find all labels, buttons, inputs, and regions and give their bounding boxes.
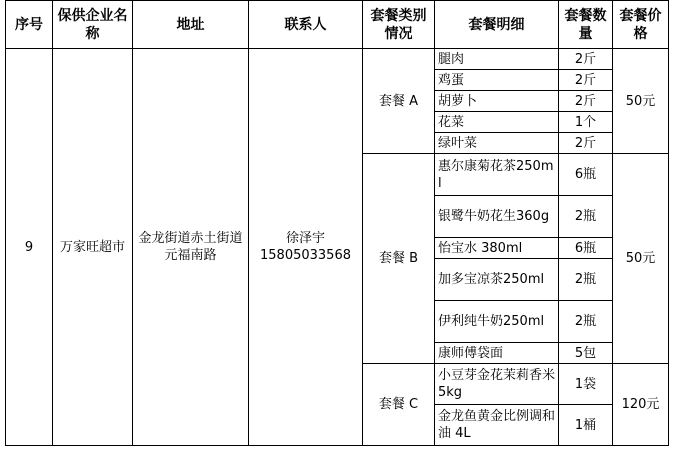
contact-name: 徐泽宇 (285, 231, 325, 246)
item-qty: 2瓶 (559, 301, 613, 343)
item-name: 怡宝水 380ml (435, 238, 559, 259)
item-name: 小豆芽金花茉莉香米 5kg (435, 364, 559, 405)
package-table (5, 0, 669, 446)
item-qty: 6瓶 (559, 154, 613, 196)
header-package-type: 套餐类别情况 (363, 1, 435, 49)
item-qty: 1袋 (559, 364, 613, 405)
item-name: 银鹭牛奶花生360g (435, 196, 559, 238)
package-price: 120元 (613, 364, 669, 446)
item-qty: 2斤 (559, 49, 613, 70)
header-address: 地址 (133, 1, 249, 49)
item-name: 康师傅袋面 (435, 343, 559, 364)
item-name: 鸡蛋 (435, 70, 559, 91)
row-contact (249, 49, 363, 446)
item-qty: 2瓶 (559, 196, 613, 238)
package-type: 套餐 A (363, 49, 435, 154)
header-qty: 套餐数量 (559, 1, 613, 49)
package-price: 50元 (613, 49, 669, 154)
header-row (6, 1, 669, 49)
item-qty: 2斤 (559, 91, 613, 112)
header-package-detail: 套餐明细 (435, 1, 559, 49)
item-name: 金龙鱼黄金比例调和油 4L (435, 405, 559, 446)
header-company: 保供企业名称 (53, 1, 133, 49)
row-company: 万家旺超市 (53, 49, 133, 446)
header-price: 套餐价格 (613, 1, 669, 49)
item-name: 花菜 (435, 112, 559, 133)
item-name: 惠尔康菊花茶250ml (435, 154, 559, 196)
package-price: 50元 (613, 154, 669, 364)
item-name: 胡萝卜 (435, 91, 559, 112)
item-name: 绿叶菜 (435, 133, 559, 154)
item-qty: 5包 (559, 343, 613, 364)
item-name: 伊利纯牛奶250ml (435, 301, 559, 343)
contact-phone: 15805033568 (260, 248, 351, 263)
item-name: 加多宝凉茶250ml (435, 259, 559, 301)
item-name: 腿肉 (435, 49, 559, 70)
item-qty: 6瓶 (559, 238, 613, 259)
item-qty: 1个 (559, 112, 613, 133)
item-qty: 2瓶 (559, 259, 613, 301)
header-seq: 序号 (6, 1, 53, 49)
header-contact: 联系人 (249, 1, 363, 49)
item-qty: 2斤 (559, 70, 613, 91)
row-seq: 9 (6, 49, 53, 446)
item-qty: 2斤 (559, 133, 613, 154)
package-type: 套餐 C (363, 364, 435, 446)
table-row (6, 49, 669, 70)
row-address: 金龙街道赤土街道元福南路 (133, 49, 249, 446)
package-type: 套餐 B (363, 154, 435, 364)
item-qty: 1桶 (559, 405, 613, 446)
